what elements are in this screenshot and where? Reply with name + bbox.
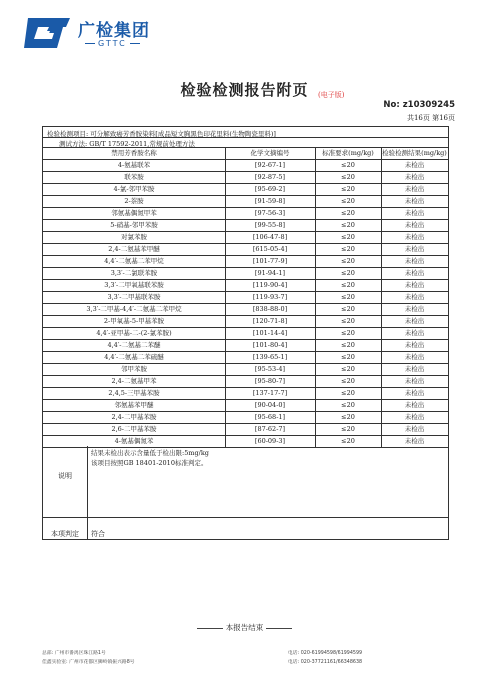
table-cell: 未检出 [404,245,425,253]
note-line: 结果未检出表示含量低于检出限:5mg/kg [91,449,209,457]
table-header-cell: 禁用芳香胺名称 [111,149,157,157]
table-row [43,387,448,399]
table-cell: 未检出 [404,329,425,337]
divider [87,446,88,539]
note-text [91,448,209,468]
page-title: 检验检测报告附页 [180,81,309,99]
table-cell: 4,4′-二氨基二苯甲烷 [104,257,164,265]
table-cell: ≤20 [341,341,355,349]
logo-chinese-name: 广检集团 [78,21,150,41]
table-row [43,183,448,195]
table-cell: 未检出 [404,437,425,445]
table-cell: 未检出 [404,353,425,361]
verdict-value: 符合 [91,530,105,538]
table-cell: 未检出 [404,377,425,385]
result-table [42,126,449,540]
table-cell: [92-87-5] [254,173,286,181]
table-row [43,375,448,387]
divider [43,137,448,138]
table-row [43,255,448,267]
table-cell: ≤20 [341,209,355,217]
table-cell: ≤20 [341,413,355,421]
table-cell: 2-萘胺 [124,197,144,205]
table-cell: 未检出 [404,233,425,241]
table-row [43,327,448,339]
table-cell: 未检出 [404,197,425,205]
table-cell: 3,3′-二甲基联苯胺 [107,293,161,301]
table-cell: ≤20 [341,377,355,385]
table-cell: 5-硝基-邻甲苯胺 [110,221,158,229]
table-header-cell: 标准要求(mg/kg) [322,149,374,157]
table-cell: 邻甲苯胺 [121,365,147,373]
table-row [43,351,448,363]
table-cell: 2,4-二氨基甲苯 [111,377,157,385]
table-row [43,279,448,291]
divider [43,517,448,518]
hq-address: 总部: 广州市番禺区珠江路1号 [42,651,106,656]
table-cell: 未检出 [404,161,425,169]
table-row [43,411,448,423]
table-cell: [120-71-8] [252,317,288,325]
table-cell: [139-65-1] [252,353,288,361]
table-cell: 4,4′-二氨基二苯硫醚 [104,353,164,361]
table-cell: ≤20 [341,185,355,193]
table-cell: [101-77-9] [252,257,288,265]
report-number: No: z10309245 [383,100,455,110]
table-cell: 未检出 [404,293,425,301]
table-cell: [95-80-7] [254,377,286,385]
note-label: 说明 [58,472,72,480]
table-cell: [91-94-1] [254,269,286,277]
table-cell: 未检出 [404,365,425,373]
table-row [43,423,448,435]
test-project-value: 可分解致癌芳香胺染料[成品短文胸黑色印花里料(生物陶瓷里料)] [90,130,276,138]
table-cell: [119-93-7] [252,293,288,301]
table-cell: [97-56-3] [254,209,286,217]
test-method-label: 测试方法: [59,140,88,148]
table-cell: ≤20 [341,281,355,289]
table-cell: [838-88-0] [252,305,288,313]
table-cell: 未检出 [404,389,425,397]
verdict-label: 本项判定 [51,530,79,538]
test-method-value: GB/T 17592-2011,常规前处理方法 [89,140,195,148]
divider [315,147,316,447]
table-header-cell: 化学文摘编号 [250,149,290,157]
edition-label: (电子版) [318,91,345,99]
table-cell: 未检出 [404,221,425,229]
lab-phone: 电话: 020-37721161/66348638 [288,660,363,665]
lab-address: 佳鑫实验室: 广州市花都区狮岭镇振兴路8号 [42,660,135,665]
table-cell: 4-氨基联苯 [117,161,151,169]
table-row [43,171,448,183]
table-cell: [137-17-7] [252,389,288,397]
table-cell: 2,4-二甲基苯胺 [111,413,157,421]
table-row [43,339,448,351]
table-row [43,243,448,255]
table-cell: [92-67-1] [254,161,286,169]
table-row [43,399,448,411]
table-cell: [101-80-4] [252,341,288,349]
table-cell: 未检出 [404,185,425,193]
table-cell: 3,3′-二甲氧基联苯胺 [104,281,164,289]
table-cell: ≤20 [341,305,355,313]
table-cell: [95-69-2] [254,185,286,193]
table-cell: ≤20 [341,269,355,277]
table-header-cell: 检验检测结果(mg/kg) [382,149,447,157]
table-row [43,207,448,219]
table-cell: 未检出 [404,413,425,421]
divider [225,147,226,447]
table-cell: ≤20 [341,257,355,265]
test-project-label: 检验检测项目: [47,130,89,138]
table-cell: ≤20 [341,233,355,241]
table-row [43,159,448,171]
logo-english-name: GTTC [82,39,143,48]
table-cell: ≤20 [341,245,355,253]
table-cell: 未检出 [404,173,425,181]
table-cell: 未检出 [404,317,425,325]
table-cell: 未检出 [404,425,425,433]
table-cell: [91-59-8] [254,197,286,205]
table-cell: 未检出 [404,341,425,349]
table-cell: ≤20 [341,353,355,361]
table-cell: ≤20 [341,197,355,205]
table-cell: [87-62-7] [254,425,286,433]
table-cell: 未检出 [404,281,425,289]
table-cell: 2,4,5-三甲基苯胺 [108,389,160,397]
table-cell: 2,6-二甲基苯胺 [111,425,157,433]
table-row [43,291,448,303]
table-cell: [95-53-4] [254,365,286,373]
table-row [43,219,448,231]
table-cell: [95-68-1] [254,413,286,421]
table-row [43,231,448,243]
table-cell: [119-90-4] [252,281,288,289]
table-cell: 2,4-二氨基苯甲醚 [108,245,160,253]
note-line: 该项目按照GB 18401-2010标准判定。 [91,459,208,467]
table-cell: 3,3′-二氯联苯胺 [110,269,158,277]
table-cell: 4-氨基偶氮苯 [114,437,154,445]
table-cell: ≤20 [341,161,355,169]
table-cell: ≤20 [341,221,355,229]
table-cell: 4,4′-亚甲基-二-(2-氯苯胺) [96,329,172,337]
table-cell: [60-09-3] [254,437,286,445]
report-end-mark: 本报告结束 [0,622,489,633]
table-cell: ≤20 [341,317,355,325]
table-cell: ≤20 [341,293,355,301]
table-row [43,363,448,375]
table-cell: ≤20 [341,401,355,409]
table-cell: [90-04-0] [254,401,286,409]
table-cell: 未检出 [404,401,425,409]
table-cell: 未检出 [404,269,425,277]
table-cell: 4-氯-邻甲苯胺 [113,185,155,193]
table-row [43,315,448,327]
table-cell: 2-甲氧基-5-甲基苯胺 [103,317,165,325]
table-row [43,303,448,315]
table-cell: ≤20 [341,389,355,397]
table-row [43,267,448,279]
table-cell: [106-47-8] [252,233,288,241]
table-cell: 邻氨基偶氮甲苯 [111,209,157,217]
table-cell: ≤20 [341,329,355,337]
table-cell: 未检出 [404,305,425,313]
table-cell: 3,3′-二甲基-4,4′-二氨基二苯甲烷 [86,305,182,313]
gttc-logo-icon [22,14,72,52]
table-header-row [43,147,448,159]
table-cell: 4,4′-二氨基二苯醚 [107,341,161,349]
table-cell: ≤20 [341,425,355,433]
hq-phone: 电话: 020-61994598/61994599 [288,651,363,656]
table-cell: 未检出 [404,209,425,217]
company-logo [22,14,162,52]
table-cell: 未检出 [404,257,425,265]
table-row [43,435,448,447]
table-cell: ≤20 [341,437,355,445]
table-cell: 邻氨基苯甲醚 [114,401,154,409]
table-cell: [615-05-4] [252,245,288,253]
table-row [43,195,448,207]
divider [381,147,382,447]
table-cell: [101-14-4] [252,329,288,337]
table-cell: [99-55-8] [254,221,286,229]
table-cell: ≤20 [341,173,355,181]
page-info: 共16页 第16页 [406,114,455,122]
table-cell: ≤20 [341,365,355,373]
table-cell: 联苯胺 [124,173,144,181]
table-cell: 对氯苯胺 [121,233,147,241]
